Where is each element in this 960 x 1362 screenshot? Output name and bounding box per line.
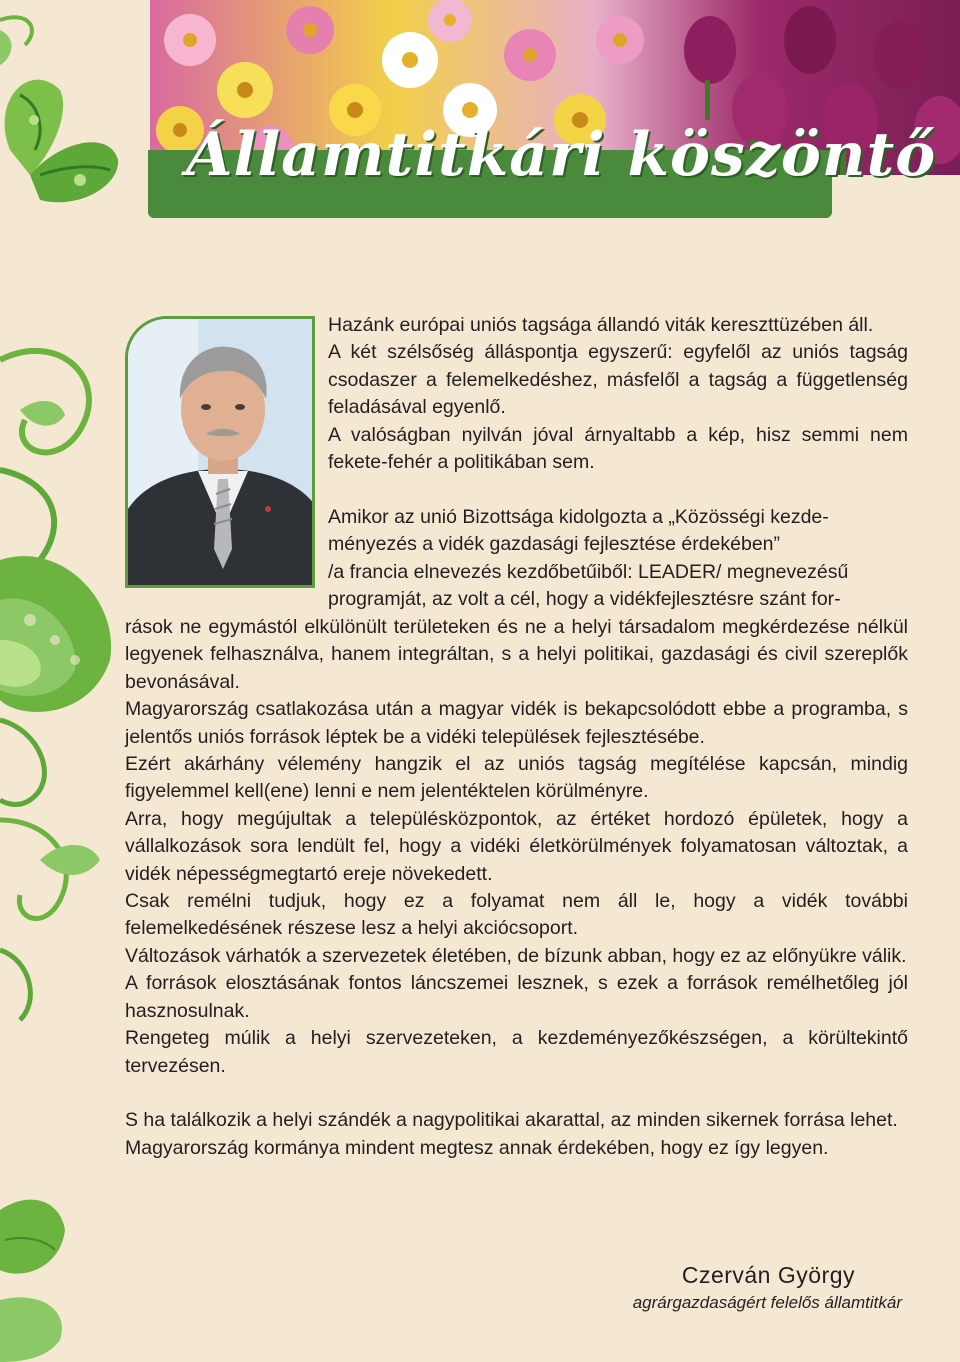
text-line: programját, az volt a cél, hogy a vidékfejlesztésre szánt for-	[328, 588, 841, 611]
main-text	[125, 614, 908, 1162]
paragraph: Csak remélni tudjuk, hogy ez a folyamat nem áll le, hogy a vidék további felemelkedésének részese lesz a helyi akciócsoport.	[125, 890, 908, 940]
text-line: Amikor az unió Bizottsága kidolgozta a „Közösségi kezde-	[328, 506, 829, 528]
text-line: /a francia elnevezés kezdőbetűiből: LEADER/ megnevezésű	[328, 560, 849, 583]
leader-paragraph-start	[328, 504, 908, 614]
leaf-icon	[0, 1200, 65, 1362]
portrait-image	[128, 319, 315, 588]
butterfly-icon	[5, 80, 118, 203]
paragraph: Rengeteg múlik a helyi szervezeteken, a kezdeményezőkészségen, a körültekintő tervezésen.	[125, 1027, 908, 1077]
text-line: ményezés a vidék gazdasági fejlesztése érdekében”	[328, 533, 781, 556]
author-portrait	[125, 316, 315, 588]
paragraph: Arra, hogy megújultak a településközpontok, az értéket hordozó épületek, hogy a vállalkozások sora lendült fel, hogy a vidéki életkörülmények folyamatosan változtak, a vidék népességmegtartó ereje növekedett.	[125, 807, 908, 885]
paragraph: A források elosztásának fontos láncszemei lesznek, s ezek a források remélhetőleg jól hasznosulnak.	[125, 972, 908, 1022]
paragraph: Változások várhatók a szervezetek életében, de bízunk abban, hogy ez az előnyükre válik.	[125, 944, 907, 967]
paragraph: A valóságban nyilván jóval árnyaltabb a kép, hisz semmi nem fekete-fehér a politikában sem.	[328, 423, 908, 474]
paragraph: Ezért akárhány vélemény hangzik el az uniós tagság megítélése kapcsán, mindig figyelemmel kell(ene) lenni e nem jelentéktelen körülményre.	[125, 753, 908, 803]
paragraph: Hazánk európai uniós tagsága állandó viták kereszttüzében áll.	[328, 314, 874, 336]
flourish-vine-icon	[0, 0, 130, 1362]
page-title: Államtitkári köszöntő	[186, 120, 937, 190]
paragraph: Magyarország csatlakozása után a magyar vidék is bekapcsolódott ebbe a programba, s jelentős uniós források léptek be a vidéki települések fejlesztésébe.	[125, 698, 908, 748]
paragraph: S ha találkozik a helyi szándék a nagypolitikai akarattal, az minden sikernek forrása lehet.	[125, 1109, 898, 1132]
intro-text	[328, 312, 908, 476]
paragraph: rások ne egymástól elkülönült területeken és ne a helyi társadalom megkérdezése nélkül legyenek felhasználva, hanem integráltan, s a helyi politikai, gazdasági és civil szereplők bevonásával.	[125, 616, 908, 693]
signature-role: agrárgazdaságért felelős államtitkár	[632, 1293, 902, 1312]
paragraph: A két szélsőség álláspontja egyszerű: egyfelől az uniós tagság csodaszer a felemelkedéshez, másfelől a tagság a függetlenség feladásával egyenlő.	[328, 341, 908, 419]
paragraph: Magyarország kormánya mindent megtesz annak érdekében, hogy ez így legyen.	[125, 1136, 829, 1159]
signature-name: Czerván György	[681, 1262, 855, 1288]
